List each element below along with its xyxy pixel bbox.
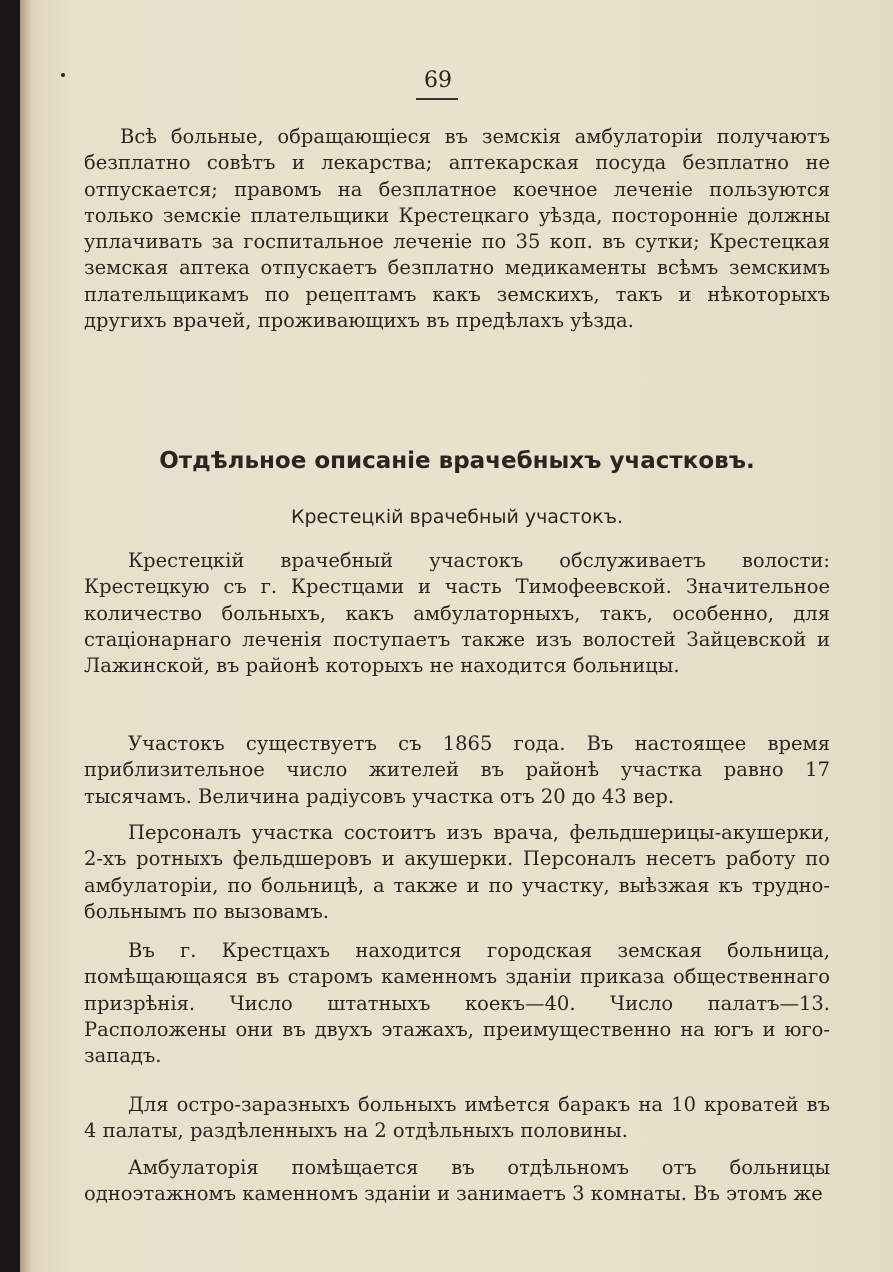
subsection-heading: Крестецкій врачебный участокъ. (290, 506, 624, 528)
section-heading: Отдѣльное описаніе врачебныхъ участковъ. (159, 448, 755, 474)
paragraph-ambulatory: Амбулаторія помѣщается въ отдѣльномъ отъ больницы одноэтажномъ каменномъ зданіи и занимаетъ 3 комнаты. Въ этомъ же (84, 1156, 830, 1206)
page-gutter-shadow (20, 0, 32, 1272)
paragraph-free-care: Всѣ больные, обращающіеся въ земскія амбулаторіи получаютъ безплатно совѣтъ и лекарства; аптекарская посуда безплатно не отпускается; правомъ на безплатное коечное леченіе пользуются только земскіе плательщики Крестецкаго уѣзда, посторонніе должны уплачивать за госпитальное леченіе по 35 коп. въ сутки; Крестецкая земская аптека отпускаетъ безплатно медикаменты всѣмъ земскимъ плательщикамъ по рецептамъ какъ земскихъ, такъ и нѣкоторыхъ другихъ врачей, проживающихъ въ предѣлахъ уѣзда. (84, 125, 830, 333)
page-number: 69 (424, 68, 452, 93)
paragraph-barracks: Для остро-заразныхъ больныхъ имѣется баракъ на 10 кроватей въ 4 палаты, раздѣленныхъ на 2 отдѣльныхъ половины. (84, 1093, 830, 1143)
page-number-underline (416, 98, 458, 100)
paragraph-staff: Персоналъ участка состоитъ изъ врача, фельдшерицы-акушерки, 2-хъ ротныхъ фельдшеровъ и акушерки. Персоналъ несетъ работу по амбулаторіи, по больницѣ, а также и по участку, выѣзжая къ трудно-больнымъ по вызовамъ. (84, 821, 830, 923)
paragraph-district-history: Участокъ существуетъ съ 1865 года. Въ настоящее время приблизительное число жителей въ районѣ участка равно 17 тысячамъ. Величина радіусовъ участка отъ 20 до 43 вер. (84, 732, 830, 808)
paragraph-district-area: Крестецкій врачебный участокъ обслуживаетъ волости: Крестецкую съ г. Крестцами и часть Тимофеевской. Значительное количество больныхъ, какъ амбулаторныхъ, такъ, особенно, для стаціонарнаго леченія поступаетъ также изъ волостей Зайцевской и Лажинской, въ районѣ которыхъ не находится больницы. (84, 549, 830, 678)
book-page (20, 0, 893, 1272)
print-speck (61, 73, 65, 77)
paragraph-hospital: Въ г. Крестцахъ находится городская земская больница, помѣщающаяся въ старомъ каменномъ зданіи приказа общественнаго призрѣнія. Число штатныхъ коекъ—40. Число палатъ—13. Расположены они въ двухъ этажахъ, преимущественно на югъ и юго-западъ. (84, 939, 830, 1068)
